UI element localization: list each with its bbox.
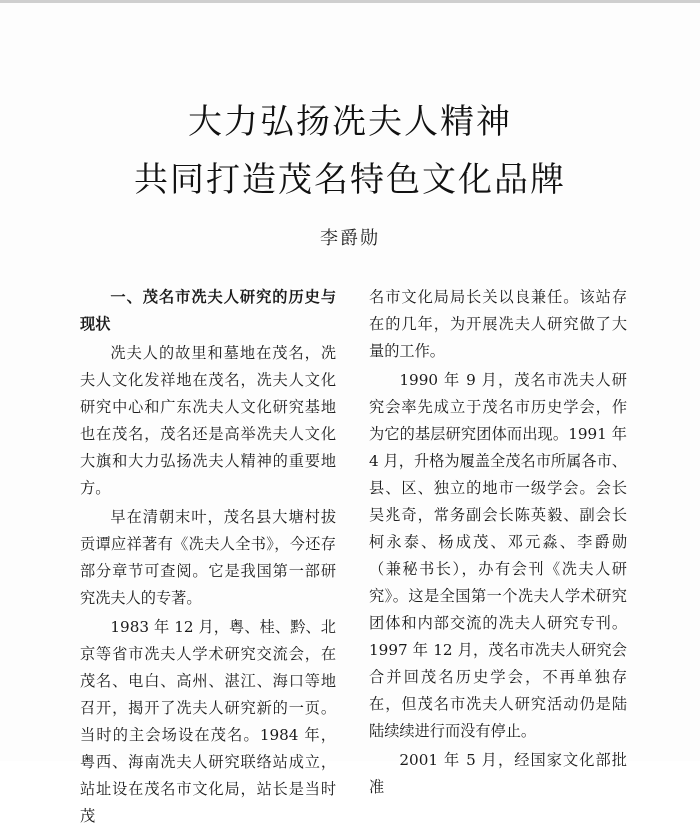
article-title-line-1: 大力弘扬冼夫人精神: [188, 102, 512, 142]
body-paragraph: 冼夫人的故里和墓地在茂名，冼夫人文化发祥地在茂名，冼夫人文化研究中心和广东冼夫人文化研究基地也在茂名，茂名还是高举冼夫人文化大旗和大力弘扬冼夫人精神的重要地方。: [80, 344, 336, 497]
body-paragraph: 1983 年 12 月，粤、桂、黔、北京等省市冼夫人学术研究交流会，在茂名、电白、高州、湛江、海口等地召开，揭开了冼夫人研究新的一页。当时的主会场设在茂名。1984 年，粤西、海南冼夫人研究联络站成立，站址设在茂名市文化局，站长是当时茂: [80, 618, 336, 825]
body-paragraph: 早在清朝末叶，茂名县大塘村拔贡谭应祥著有《冼夫人全书》，今还存部分章节可查阅。它是我国第一部研究冼夫人的专著。: [80, 508, 336, 607]
article-title-line-2: 共同打造茂名特色文化品牌: [134, 160, 566, 200]
section-heading: 一、茂名市冼夫人研究的历史与现状: [80, 288, 336, 333]
continued-paragraph: 名市文化局局长关以良兼任。该站存在的几年，为开展冼夫人研究做了大量的工作。: [369, 288, 627, 360]
body-paragraph: 1990 年 9 月，茂名市冼夫人研究会率先成立于茂名市历史学会，作为它的基层研究团体而出现。1991 年 4 月，升格为履盖全茂名市所属各市、县、区、独立的地市一级学会。会长吴兆奇，常务副会长陈英毅、副会长柯永泰、杨成茂、邓元淼、李爵勋（兼秘书长），办有会刊《冼夫人研究》。这是全国第一个冼夫人学术研究团体和内部交流的冼夫人研究专刊。1997 年 12 月，茂名市冼夫人研究会合并回茂名历史学会，不再单独存在，但茂名市冼夫人研究活动仍是陆陆续续进行而没有停止。: [369, 371, 627, 740]
right-text-column: [369, 284, 627, 803]
page-top-edge: [0, 0, 700, 3]
body-paragraph: 2001 年 5 月，经国家文化部批准: [369, 751, 627, 796]
article-author: 李爵勋: [320, 228, 380, 249]
left-text-column: [80, 284, 336, 832]
